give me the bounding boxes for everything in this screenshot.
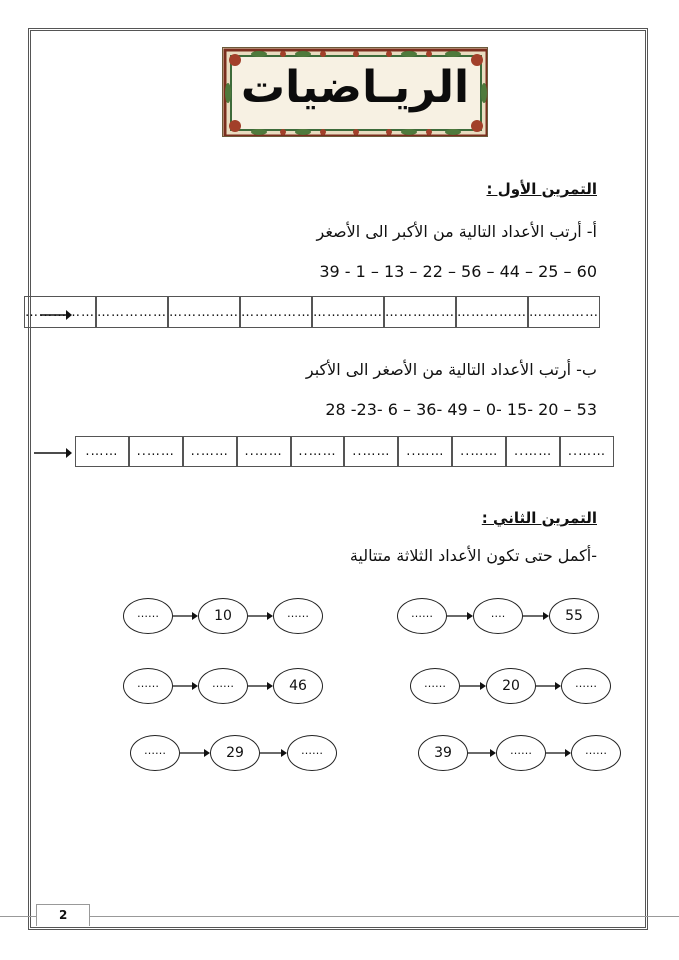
answer-box[interactable]: …….. xyxy=(506,436,560,467)
arrow-right-icon xyxy=(173,681,198,691)
blank-ellipse[interactable]: …… xyxy=(496,735,546,771)
arrow-right-icon xyxy=(447,611,473,621)
answer-box[interactable]: …………… xyxy=(24,296,96,328)
answer-box[interactable]: …………… xyxy=(312,296,384,328)
arrow-right-icon xyxy=(468,748,496,758)
blank-ellipse[interactable]: …… xyxy=(198,668,248,704)
page-border xyxy=(28,28,648,930)
answer-box[interactable]: …….. xyxy=(291,436,345,467)
arrow-right-icon xyxy=(536,681,561,691)
arrow-right-icon xyxy=(180,748,210,758)
blank-ellipse[interactable]: …… xyxy=(397,598,447,634)
answer-box[interactable]: …………… xyxy=(96,296,168,328)
number-ellipse: 10 xyxy=(198,598,248,634)
answer-box[interactable]: …….. xyxy=(560,436,614,467)
footer-line xyxy=(0,916,679,917)
exercise1-part-b-instruction: ب- أرتب الأعداد التالية من الأصغر الى الأكبر xyxy=(305,360,597,379)
arrow-right-icon xyxy=(173,611,198,621)
answer-box[interactable]: …………… xyxy=(240,296,312,328)
answer-box[interactable]: …….. xyxy=(452,436,506,467)
blank-ellipse[interactable]: …. xyxy=(473,598,523,634)
number-ellipse: 20 xyxy=(486,668,536,704)
exercise2-instruction: -أكمل حتى تكون الأعداد الثلاثة متتالية xyxy=(349,546,597,565)
number-ellipse: 29 xyxy=(210,735,260,771)
answer-box[interactable]: …….. xyxy=(129,436,183,467)
answer-box[interactable]: ……. xyxy=(75,436,129,467)
answer-box[interactable]: …….. xyxy=(237,436,291,467)
answer-box[interactable]: …………… xyxy=(384,296,456,328)
page-title: الريـاضيات xyxy=(240,62,470,113)
arrow-right-icon xyxy=(523,611,549,621)
exercise2-heading: التمرين الثاني : xyxy=(481,509,597,527)
arrow-right-icon xyxy=(34,446,72,460)
blank-ellipse[interactable]: …… xyxy=(123,668,173,704)
arrow-right-icon xyxy=(248,611,273,621)
answer-boxes-part-b xyxy=(75,436,614,467)
answer-box[interactable]: …………… xyxy=(168,296,240,328)
number-ellipse: 46 xyxy=(273,668,323,704)
page-number: 2 xyxy=(36,904,90,926)
number-ellipse: 39 xyxy=(418,735,468,771)
blank-ellipse[interactable]: …… xyxy=(410,668,460,704)
arrow-right-icon xyxy=(260,748,287,758)
answer-box[interactable]: …….. xyxy=(344,436,398,467)
exercise1-part-a-numbers: 39 - 1 – 13 – 22 – 56 – 44 – 25 – 60 xyxy=(319,262,597,281)
answer-box[interactable]: …….. xyxy=(398,436,452,467)
blank-ellipse[interactable]: …… xyxy=(561,668,611,704)
arrow-right-icon xyxy=(460,681,486,691)
answer-box[interactable]: …………… xyxy=(456,296,528,328)
title-banner xyxy=(222,47,488,137)
number-ellipse: 55 xyxy=(549,598,599,634)
exercise1-part-a-instruction: أ- أرتب الأعداد التالية من الأكبر الى الأصغر xyxy=(316,222,597,241)
exercise1-part-b-numbers: 28 -23- 6 – 36- 49 – 0- 15- 20 – 53 xyxy=(325,400,597,419)
arrow-right-icon xyxy=(248,681,273,691)
blank-ellipse[interactable]: …… xyxy=(571,735,621,771)
arrow-right-icon xyxy=(546,748,571,758)
answer-boxes-part-a xyxy=(25,296,600,328)
blank-ellipse[interactable]: …… xyxy=(123,598,173,634)
blank-ellipse[interactable]: …… xyxy=(287,735,337,771)
answer-box[interactable]: …….. xyxy=(183,436,237,467)
blank-ellipse[interactable]: …… xyxy=(273,598,323,634)
exercise1-heading: التمرين الأول : xyxy=(486,180,597,198)
blank-ellipse[interactable]: …… xyxy=(130,735,180,771)
answer-box[interactable]: …………… xyxy=(528,296,600,328)
